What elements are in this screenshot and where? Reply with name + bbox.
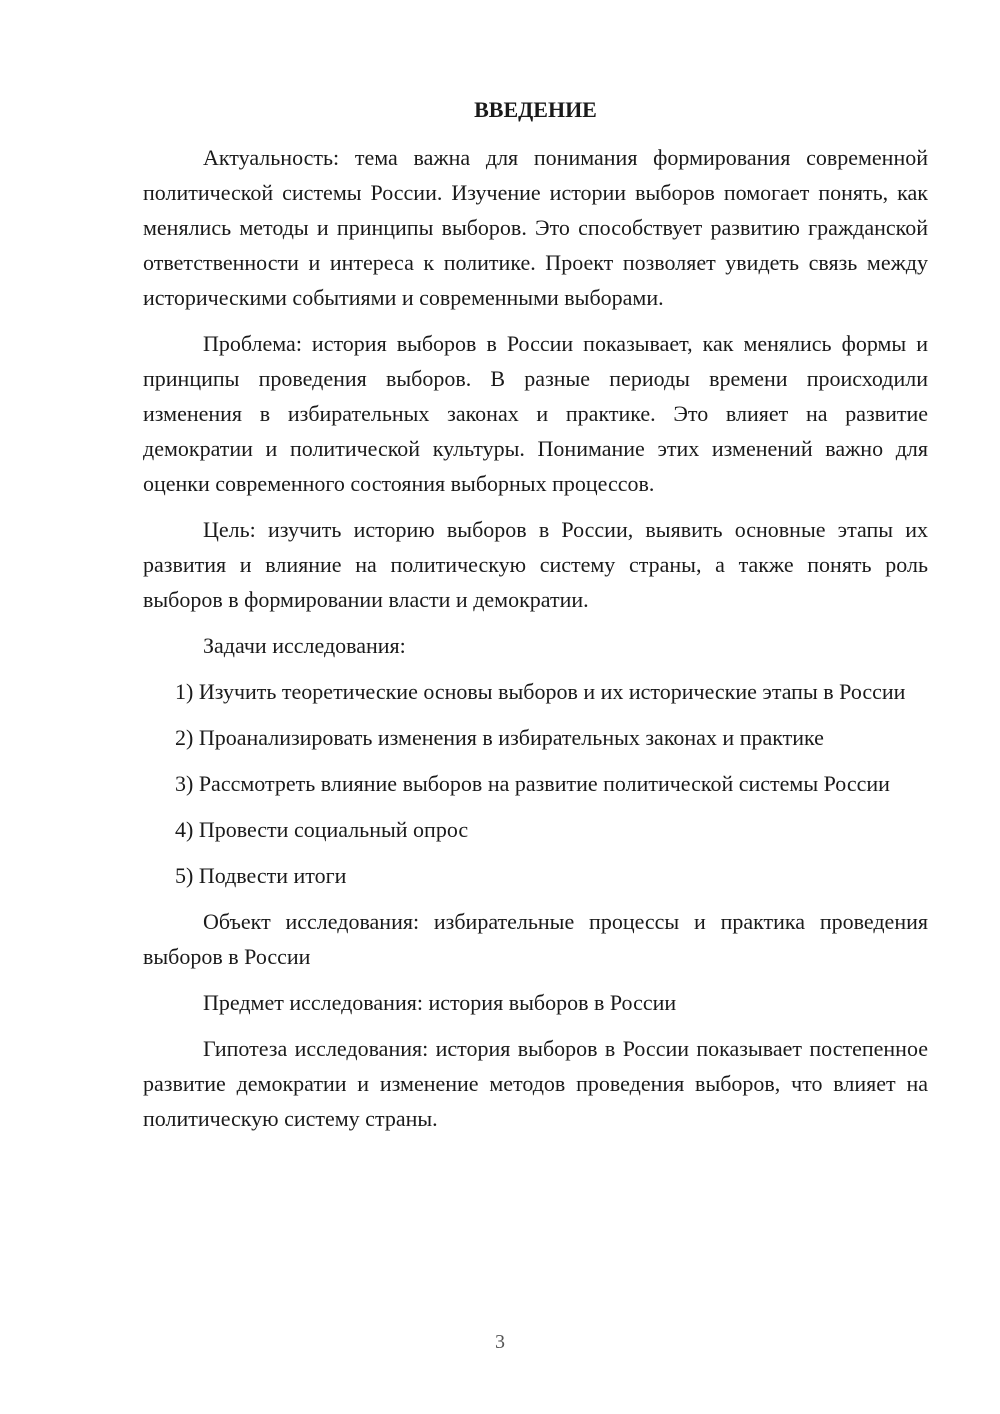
task-item-4: 4) Провести социальный опрос bbox=[175, 817, 469, 842]
relevance-paragraph: Актуальность: тема важна для понимания формирования современной политической системы России. Изучение истории выборов помогает понять, как менялись методы и принципы выборов. Это способствует развитию гражданской ответственности и интереса к политике. Проект позволяет увидеть связь между историческими событиями и современными выборами. bbox=[143, 145, 928, 310]
subject-paragraph: Предмет исследования: история выборов в России bbox=[203, 990, 677, 1015]
tasks-heading: Задачи исследования: bbox=[203, 633, 406, 658]
task-item-3: 3) Рассмотреть влияние выборов на развитие политической системы России bbox=[175, 771, 890, 796]
hypothesis-paragraph: Гипотеза исследования: история выборов в России показывает постепенное развитие демократии и изменение методов проведения выборов, что влияет на политическую систему страны. bbox=[143, 1036, 928, 1131]
task-item-5: 5) Подвести итоги bbox=[175, 863, 347, 888]
tasks-list bbox=[143, 674, 928, 893]
task-item-2: 2) Проанализировать изменения в избирательных законах и практике bbox=[175, 725, 824, 750]
problem-paragraph: Проблема: история выборов в России показывает, как менялись формы и принципы проведения выборов. В разные периоды времени происходили изменения в избирательных законах и практике. Это влияет на развитие демократии и политической культуры. Понимание этих изменений важно для оценки современного состояния выборных процессов. bbox=[143, 331, 928, 496]
object-paragraph: Объект исследования: избирательные процессы и практика проведения выборов в России bbox=[143, 909, 928, 969]
page-number: 3 bbox=[495, 1331, 505, 1353]
document-page bbox=[143, 92, 928, 1147]
task-item-1: 1) Изучить теоретические основы выборов и их исторические этапы в России bbox=[175, 679, 906, 704]
goal-paragraph: Цель: изучить историю выборов в России, выявить основные этапы их развития и влияние на политическую систему страны, а также понять роль выборов в формировании власти и демократии. bbox=[143, 517, 928, 612]
page-title: ВВЕДЕНИЕ bbox=[474, 97, 597, 122]
